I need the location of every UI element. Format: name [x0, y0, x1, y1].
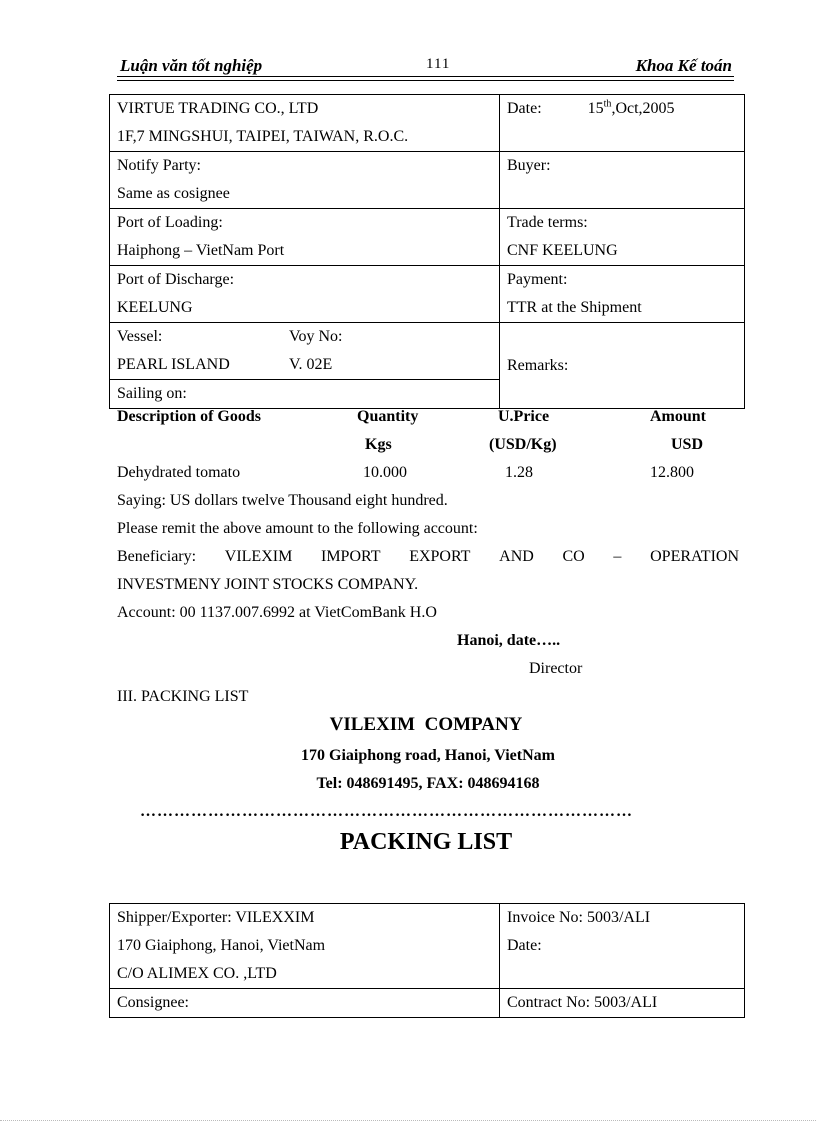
- beneficiary-line-2: INVESTMENY JOINT STOCKS COMPANY.: [117, 576, 419, 593]
- vessel-label: Vessel:: [117, 328, 163, 345]
- beneficiary-word: OPERATION: [650, 548, 739, 565]
- port-discharge-value: KEELUNG: [117, 299, 193, 316]
- document-title: PACKING LIST: [339, 829, 513, 855]
- port-loading-cell: [110, 209, 500, 266]
- shipper-address: 170 Giaiphong, Hanoi, VietNam: [117, 937, 326, 954]
- page-bottom-edge: [0, 1120, 816, 1121]
- beneficiary-word: Beneficiary:: [117, 548, 197, 565]
- buyer-label: Buyer:: [507, 157, 551, 174]
- voy-label: Voy No:: [289, 328, 343, 345]
- consignee-cell: [110, 989, 500, 1018]
- consignee-label: Consignee:: [117, 994, 189, 1011]
- shipper-cell: [110, 904, 500, 989]
- contract-cell: [500, 989, 745, 1018]
- remarks-label: Remarks:: [507, 356, 569, 374]
- invoice-info-table: [109, 94, 745, 409]
- company-name: VILEXIM COMPANY: [329, 714, 523, 735]
- trade-terms-cell: [500, 209, 745, 266]
- remarks-cell: [500, 323, 745, 409]
- amount-in-words: Saying: US dollars twelve Thousand eight hundred.: [117, 492, 448, 509]
- notify-value: Same as cosignee: [117, 185, 230, 202]
- date-rest: ,Oct,2005: [611, 100, 675, 117]
- payment-cell: [500, 266, 745, 323]
- remit-instruction: Please remit the above amount to the following account:: [117, 520, 478, 537]
- payment-label: Payment:: [507, 271, 568, 288]
- buyer-cell: [500, 152, 745, 209]
- invoice-number: Invoice No: 5003/ALI: [507, 909, 651, 926]
- date-cell: [500, 95, 745, 152]
- col-quantity-header: Quantity: [357, 408, 419, 425]
- vessel-value: PEARL ISLAND: [117, 356, 230, 373]
- beneficiary-line: [117, 548, 739, 566]
- col-amount-header: Amount: [650, 408, 707, 425]
- header-rule: [117, 76, 734, 77]
- seller-name: VIRTUE TRADING CO., LTD: [117, 100, 319, 117]
- port-discharge-label: Port of Discharge:: [117, 271, 235, 288]
- beneficiary-word: –: [613, 548, 622, 565]
- place-date: Hanoi, date…..: [457, 632, 561, 649]
- port-discharge-cell: [110, 266, 500, 323]
- contract-number: Contract No: 5003/ALI: [507, 994, 658, 1011]
- sailing-cell: [110, 380, 500, 409]
- invoice-cell: [500, 904, 745, 989]
- sailing-label: Sailing on:: [117, 385, 187, 402]
- goods-quantity: 10.000: [363, 464, 407, 481]
- beneficiary-word: AND: [499, 548, 534, 565]
- beneficiary-word: CO: [562, 548, 585, 565]
- company-address: 170 Giaiphong road, Hanoi, VietNam: [301, 747, 555, 764]
- port-loading-label: Port of Loading:: [117, 214, 223, 231]
- goods-description: Dehydrated tomato: [117, 464, 241, 481]
- voy-value: V. 02E: [289, 356, 333, 373]
- shipper-line: Shipper/Exporter: VILEXXIM: [117, 909, 315, 926]
- beneficiary-word: VILEXIM: [224, 548, 293, 565]
- beneficiary-word: EXPORT: [409, 548, 471, 565]
- col-quantity-unit: Kgs: [365, 436, 392, 453]
- date-day: 15: [587, 100, 604, 117]
- date-suffix: th: [603, 98, 612, 110]
- date-label: Date:: [507, 100, 542, 117]
- shipper-co: C/O ALIMEX CO. ,LTD: [117, 965, 277, 982]
- packing-info-table: [109, 903, 745, 1018]
- account-line: Account: 00 1137.007.6992 at VietComBank H.O: [117, 604, 437, 621]
- payment-value: TTR at the Shipment: [507, 299, 642, 316]
- trade-terms-label: Trade terms:: [507, 214, 588, 231]
- header-right: Khoa Kế toán: [635, 56, 732, 75]
- col-description-header: Description of Goods: [117, 408, 261, 425]
- seller-cell: [110, 95, 500, 152]
- col-unit-price-header: U.Price: [498, 408, 550, 425]
- col-unit-price-unit: (USD/Kg): [489, 436, 557, 453]
- notify-label: Notify Party:: [117, 157, 201, 174]
- beneficiary-word: IMPORT: [321, 548, 381, 565]
- seller-address: 1F,7 MINGSHUI, TAIPEI, TAIWAN, R.O.C.: [117, 128, 409, 145]
- header-left: Luận văn tốt nghiệp: [120, 56, 263, 75]
- col-amount-unit: USD: [671, 436, 704, 453]
- trade-terms-value: CNF KEELUNG: [507, 242, 618, 259]
- goods-unit-price: 1.28: [505, 464, 533, 481]
- section-heading: III. PACKING LIST: [117, 688, 249, 705]
- company-contact: Tel: 048691495, FAX: 048694168: [316, 775, 540, 792]
- vessel-cell: [110, 323, 500, 380]
- page-number: 111: [426, 56, 451, 72]
- dotted-separator: ……………………………………………………………………………: [140, 803, 633, 820]
- header-rule-thin: [117, 80, 734, 81]
- notify-cell: [110, 152, 500, 209]
- packing-date-label: Date:: [507, 937, 542, 954]
- port-loading-value: Haiphong – VietNam Port: [117, 242, 285, 259]
- director-signature-label: Director: [529, 660, 583, 677]
- goods-amount: 12.800: [650, 464, 694, 481]
